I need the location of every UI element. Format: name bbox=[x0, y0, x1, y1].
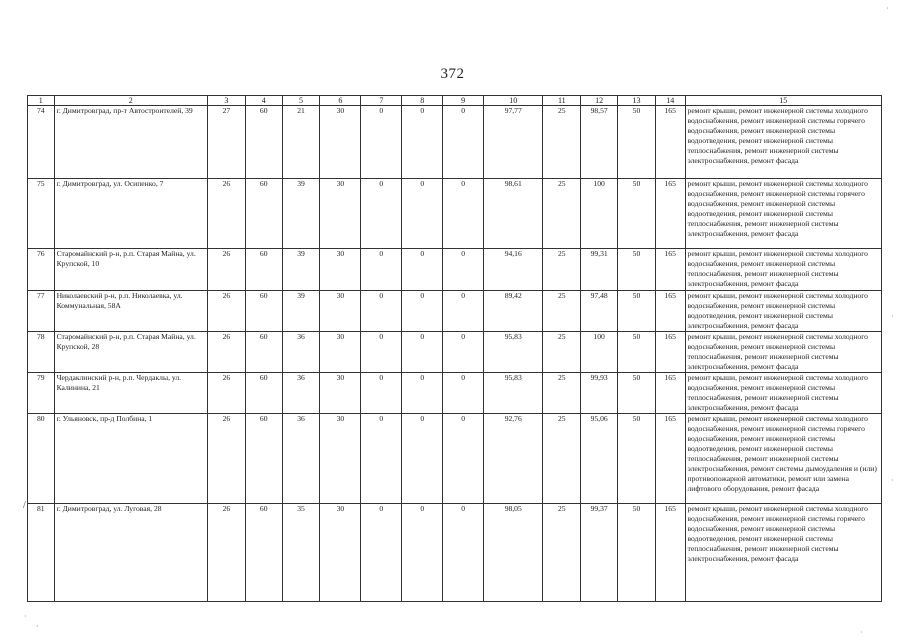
col-header: 3 bbox=[207, 96, 245, 106]
cell-col11: 25 bbox=[543, 332, 581, 373]
cell-col14: 165 bbox=[655, 291, 685, 332]
cell-col7: 0 bbox=[361, 106, 402, 179]
cell-col10: 95,83 bbox=[484, 332, 543, 373]
cell-col8: 0 bbox=[402, 106, 443, 179]
row-address: г. Ульяновск, пр-д Полбина, 1 bbox=[54, 414, 207, 504]
cell-col8: 0 bbox=[402, 504, 443, 602]
row-index: 77 bbox=[28, 291, 55, 332]
register-table bbox=[27, 95, 882, 602]
cell-col11: 25 bbox=[543, 106, 581, 179]
row-works: ремонт крыши, ремонт инженерной системы холодного водоснабжения, ремонт инженерной системы горячего водоснабжения, ремонт инженерной системы водоотведения, ремонт инженерной системы теплоснабжения, ремонт инженерной системы электроснабжения, ремонт фасада bbox=[685, 504, 881, 602]
table-row bbox=[28, 373, 882, 414]
cell-col8: 0 bbox=[402, 373, 443, 414]
row-address: Николаевский р-н, р.п. Николаевка, ул. Коммунальная, 58А bbox=[54, 291, 207, 332]
cell-col5: 39 bbox=[282, 179, 320, 249]
cell-col12: 99,31 bbox=[581, 249, 618, 291]
cell-col6: 30 bbox=[320, 291, 361, 332]
cell-col3: 26 bbox=[207, 332, 245, 373]
cell-col8: 0 bbox=[402, 332, 443, 373]
cell-col12: 99,37 bbox=[581, 504, 618, 602]
row-index: 79 bbox=[28, 373, 55, 414]
table-row bbox=[28, 414, 882, 504]
cell-col3: 26 bbox=[207, 414, 245, 504]
cell-col14: 165 bbox=[655, 106, 685, 179]
cell-col7: 0 bbox=[361, 332, 402, 373]
cell-col6: 30 bbox=[320, 332, 361, 373]
col-header: 15 bbox=[685, 96, 881, 106]
cell-col12: 98,57 bbox=[581, 106, 618, 179]
header-row bbox=[28, 96, 882, 106]
row-index: 74 bbox=[28, 106, 55, 179]
row-address: г. Димитровград, пр-т Автостроителей, 39 bbox=[54, 106, 207, 179]
cell-col5: 39 bbox=[282, 291, 320, 332]
scan-mark: · bbox=[36, 622, 39, 631]
row-address: г. Димитровград, ул. Осипенко, 7 bbox=[54, 179, 207, 249]
cell-col6: 30 bbox=[320, 179, 361, 249]
cell-col5: 35 bbox=[282, 504, 320, 602]
scan-mark: / bbox=[23, 500, 26, 511]
cell-col14: 165 bbox=[655, 249, 685, 291]
cell-col7: 0 bbox=[361, 249, 402, 291]
col-header: 5 bbox=[282, 96, 320, 106]
row-works: ремонт крыши, ремонт инженерной системы холодного водоснабжения, ремонт инженерной системы горячего водоснабжения, ремонт инженерной системы водоотведения, ремонт инженерной системы теплоснабжения, ремонт инженерной системы электроснабжения, ремонт фасада bbox=[685, 179, 881, 249]
cell-col13: 50 bbox=[618, 504, 656, 602]
col-header: 11 bbox=[543, 96, 581, 106]
cell-col12: 99,93 bbox=[581, 373, 618, 414]
cell-col9: 0 bbox=[443, 504, 484, 602]
cell-col12: 97,48 bbox=[581, 291, 618, 332]
cell-col14: 165 bbox=[655, 373, 685, 414]
cell-col9: 0 bbox=[443, 414, 484, 504]
col-header: 12 bbox=[581, 96, 618, 106]
cell-col3: 26 bbox=[207, 373, 245, 414]
col-header: 1 bbox=[28, 96, 55, 106]
cell-col9: 0 bbox=[443, 332, 484, 373]
cell-col4: 60 bbox=[245, 373, 282, 414]
table-row bbox=[28, 332, 882, 373]
col-header: 9 bbox=[443, 96, 484, 106]
cell-col9: 0 bbox=[443, 106, 484, 179]
cell-col3: 27 bbox=[207, 106, 245, 179]
cell-col11: 25 bbox=[543, 179, 581, 249]
row-address: г. Димитровград, ул. Луговая, 28 bbox=[54, 504, 207, 602]
row-works: ремонт крыши, ремонт инженерной системы холодного водоснабжения, ремонт инженерной системы горячего водоснабжения, ремонт инженерной системы водоотведения, ремонт инженерной системы теплоснабжения, ремонт инженерной системы электроснабжения, ремонт фасада bbox=[685, 106, 881, 179]
cell-col7: 0 bbox=[361, 291, 402, 332]
cell-col13: 50 bbox=[618, 106, 656, 179]
cell-col9: 0 bbox=[443, 249, 484, 291]
row-address: Старомайнский р-н, р.п. Старая Майна, ул. Крупской, 10 bbox=[54, 249, 207, 291]
cell-col10: 97,77 bbox=[484, 106, 543, 179]
cell-col9: 0 bbox=[443, 179, 484, 249]
cell-col4: 60 bbox=[245, 414, 282, 504]
cell-col7: 0 bbox=[361, 414, 402, 504]
page-number: 372 bbox=[440, 66, 465, 82]
cell-col14: 165 bbox=[655, 179, 685, 249]
cell-col5: 21 bbox=[282, 106, 320, 179]
cell-col10: 89,42 bbox=[484, 291, 543, 332]
col-header: 4 bbox=[245, 96, 282, 106]
cell-col7: 0 bbox=[361, 504, 402, 602]
cell-col11: 25 bbox=[543, 249, 581, 291]
cell-col4: 60 bbox=[245, 106, 282, 179]
cell-col9: 0 bbox=[443, 373, 484, 414]
scan-mark: · bbox=[24, 612, 27, 621]
cell-col13: 50 bbox=[618, 373, 656, 414]
col-header: 14 bbox=[655, 96, 685, 106]
cell-col13: 50 bbox=[618, 179, 656, 249]
row-works: ремонт крыши, ремонт инженерной системы холодного водоснабжения, ремонт инженерной системы теплоснабжения, ремонт инженерной системы электроснабжения, ремонт фасада bbox=[685, 332, 881, 373]
row-index: 78 bbox=[28, 332, 55, 373]
cell-col5: 36 bbox=[282, 332, 320, 373]
cell-col11: 25 bbox=[543, 373, 581, 414]
cell-col12: 95,06 bbox=[581, 414, 618, 504]
cell-col11: 25 bbox=[543, 414, 581, 504]
cell-col8: 0 bbox=[402, 414, 443, 504]
table-row bbox=[28, 249, 882, 291]
cell-col3: 26 bbox=[207, 179, 245, 249]
cell-col10: 92,76 bbox=[484, 414, 543, 504]
col-header: 7 bbox=[361, 96, 402, 106]
cell-col13: 50 bbox=[618, 414, 656, 504]
cell-col4: 60 bbox=[245, 249, 282, 291]
row-index: 81 bbox=[28, 504, 55, 602]
cell-col3: 26 bbox=[207, 291, 245, 332]
cell-col7: 0 bbox=[361, 373, 402, 414]
col-header: 8 bbox=[402, 96, 443, 106]
scan-mark: · bbox=[860, 628, 863, 637]
table-row bbox=[28, 106, 882, 179]
row-address: Чердаклинский р-н, р.п. Чердаклы, ул. Калинина, 21 bbox=[54, 373, 207, 414]
cell-col13: 50 bbox=[618, 332, 656, 373]
col-header: 13 bbox=[618, 96, 656, 106]
cell-col10: 94,16 bbox=[484, 249, 543, 291]
cell-col5: 36 bbox=[282, 373, 320, 414]
cell-col7: 0 bbox=[361, 179, 402, 249]
row-address: Старомайнский р-н, р.п. Старая Майна, ул. Крупской, 28 bbox=[54, 332, 207, 373]
cell-col3: 26 bbox=[207, 504, 245, 602]
cell-col13: 50 bbox=[618, 291, 656, 332]
cell-col6: 30 bbox=[320, 504, 361, 602]
table-row bbox=[28, 179, 882, 249]
cell-col10: 95,83 bbox=[484, 373, 543, 414]
row-index: 75 bbox=[28, 179, 55, 249]
cell-col8: 0 bbox=[402, 291, 443, 332]
cell-col10: 98,05 bbox=[484, 504, 543, 602]
cell-col11: 25 bbox=[543, 504, 581, 602]
table-row bbox=[28, 504, 882, 602]
cell-col8: 0 bbox=[402, 179, 443, 249]
cell-col4: 60 bbox=[245, 291, 282, 332]
col-header: 10 bbox=[484, 96, 543, 106]
cell-col4: 60 bbox=[245, 504, 282, 602]
row-works: ремонт крыши, ремонт инженерной системы холодного водоснабжения, ремонт инженерной системы водоотведения, ремонт инженерной системы электроснабжения, ремонт фасада bbox=[685, 291, 881, 332]
cell-col3: 26 bbox=[207, 249, 245, 291]
cell-col6: 30 bbox=[320, 414, 361, 504]
cell-col13: 50 bbox=[618, 249, 656, 291]
scan-mark: · bbox=[891, 476, 894, 485]
col-header: 2 bbox=[54, 96, 207, 106]
cell-col6: 30 bbox=[320, 106, 361, 179]
cell-col12: 100 bbox=[581, 332, 618, 373]
cell-col10: 98,61 bbox=[484, 179, 543, 249]
cell-col8: 0 bbox=[402, 249, 443, 291]
cell-col14: 165 bbox=[655, 414, 685, 504]
scan-mark: · bbox=[886, 4, 889, 13]
row-index: 80 bbox=[28, 414, 55, 504]
cell-col5: 36 bbox=[282, 414, 320, 504]
cell-col5: 39 bbox=[282, 249, 320, 291]
cell-col14: 165 bbox=[655, 332, 685, 373]
row-works: ремонт крыши, ремонт инженерной системы холодного водоснабжения, ремонт инженерной системы горячего водоснабжения, ремонт инженерной системы водоотведения, ремонт инженерной системы теплоснабжения, ремонт инженерной системы электроснабжения, ремонт системы дымоудаления и (или) противопожарной автоматики, ремонт или замена лифтового оборудования, ремонт фасада bbox=[685, 414, 881, 504]
cell-col9: 0 bbox=[443, 291, 484, 332]
cell-col6: 30 bbox=[320, 373, 361, 414]
table-row bbox=[28, 291, 882, 332]
cell-col14: 165 bbox=[655, 504, 685, 602]
cell-col4: 60 bbox=[245, 332, 282, 373]
scan-mark: · bbox=[891, 312, 894, 321]
cell-col11: 25 bbox=[543, 291, 581, 332]
cell-col12: 100 bbox=[581, 179, 618, 249]
row-works: ремонт крыши, ремонт инженерной системы холодного водоснабжения, ремонт инженерной системы теплоснабжения, ремонт инженерной системы электроснабжения, ремонт фасада bbox=[685, 249, 881, 291]
cell-col6: 30 bbox=[320, 249, 361, 291]
row-index: 76 bbox=[28, 249, 55, 291]
cell-col4: 60 bbox=[245, 179, 282, 249]
row-works: ремонт крыши, ремонт инженерной системы холодного водоснабжения, ремонт инженерной системы теплоснабжения, ремонт инженерной системы электроснабжения, ремонт фасада bbox=[685, 373, 881, 414]
col-header: 6 bbox=[320, 96, 361, 106]
